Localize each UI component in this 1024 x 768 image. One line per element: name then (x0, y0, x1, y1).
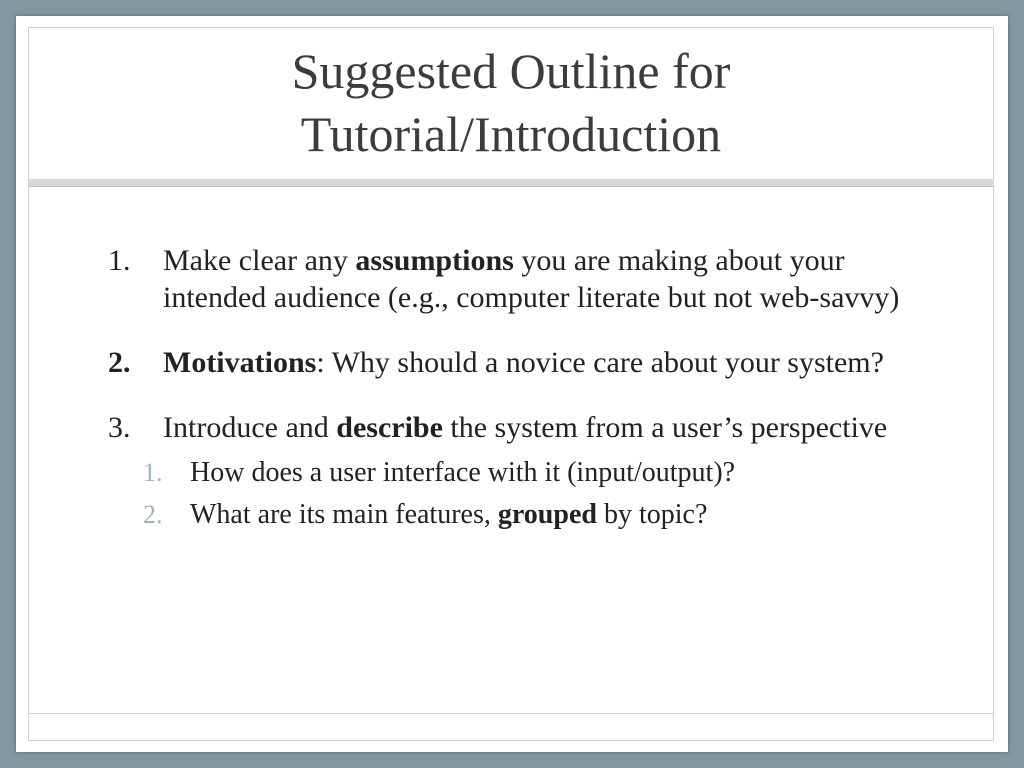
sub-item-keyword-grouped: grouped (497, 499, 597, 530)
item-text-pre: Make clear any (163, 244, 356, 277)
sub-list (143, 452, 928, 536)
title-line-1: Suggested Outline for (291, 43, 731, 99)
title-area (28, 27, 994, 179)
slide-title (292, 40, 731, 166)
item-text-post: the system from a user’s perspective (442, 411, 888, 444)
item-text-pre: Introduce and (163, 411, 337, 444)
item-text-post: : Why should a novice care about your system? (316, 346, 884, 379)
slide (16, 16, 1008, 752)
outline-item-3 (108, 409, 928, 536)
sub-item-number: 1. (143, 458, 163, 487)
title-line-2: Tutorial/Introduction (300, 106, 722, 162)
sub-item-text-post: by topic? (596, 499, 708, 530)
outline-item-1 (108, 242, 928, 316)
sub-item-2 (143, 494, 928, 536)
sub-item-text-pre: What are its main features, (190, 499, 498, 530)
sub-item-number: 2. (143, 500, 163, 529)
outline-list (108, 242, 928, 564)
item-text-post: you are making about your intended audience (e.g., computer literate but not web-savvy) (163, 244, 900, 314)
item-number: 3. (108, 411, 131, 444)
item-keyword-motivations: Motivations (163, 346, 317, 379)
title-divider (28, 179, 994, 186)
item-keyword-describe: describe (336, 411, 443, 444)
item-number: 2. (108, 346, 131, 379)
item-number: 1. (108, 244, 131, 277)
sub-item-text: How does a user interface with it (input/output)? (190, 457, 736, 488)
outline-item-2 (108, 344, 928, 381)
footer-divider (28, 713, 994, 714)
title-divider-line (28, 186, 994, 187)
sub-item-1 (143, 452, 928, 494)
item-keyword-assumptions: assumptions (355, 244, 514, 277)
